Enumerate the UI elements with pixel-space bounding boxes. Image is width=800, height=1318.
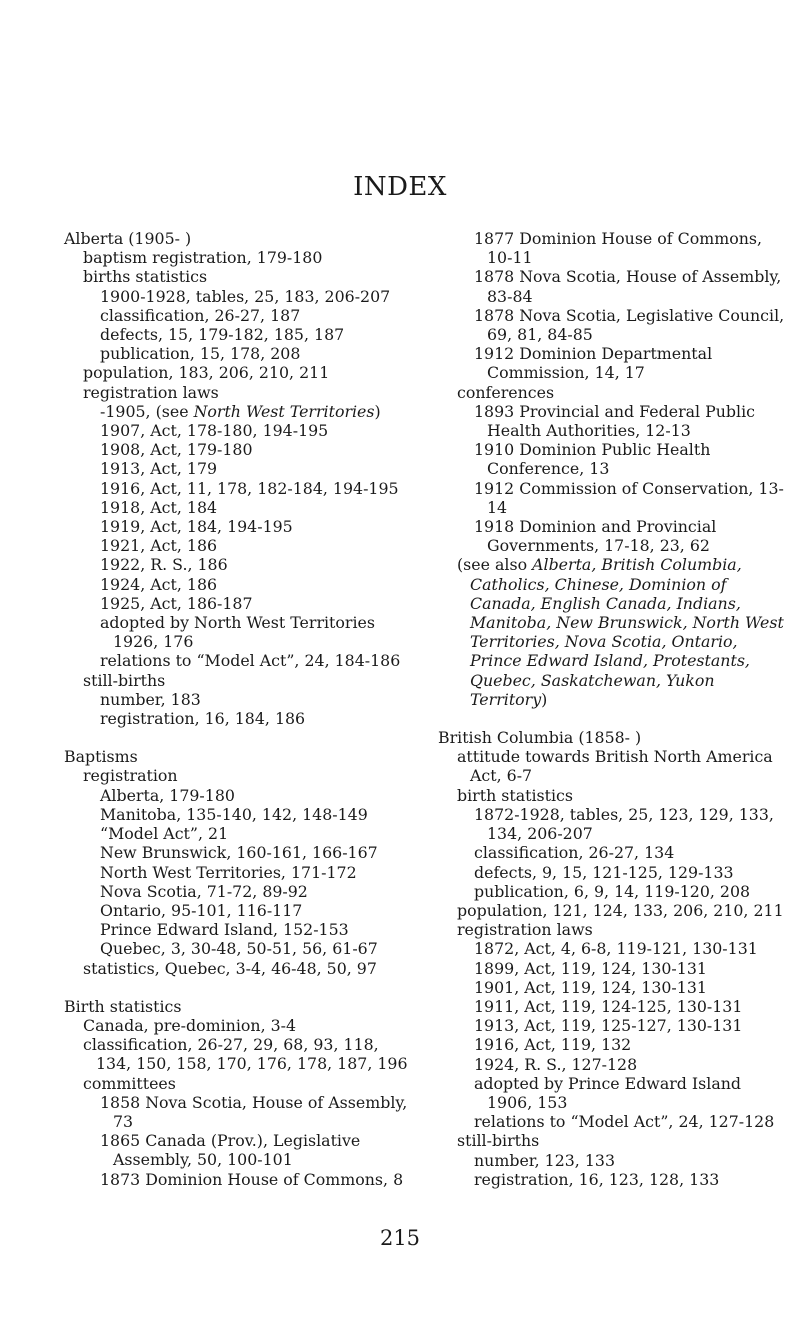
index-entry-suffix: ): [541, 689, 548, 709]
index-entry: [64, 287, 414, 306]
index-entry: [64, 843, 414, 862]
index-entry: [64, 1035, 414, 1073]
index-entry-text: number, 183: [100, 689, 201, 709]
index-entry-text: publication, 6, 9, 14, 119-120, 208: [474, 881, 751, 901]
index-entry-text: still-births: [457, 1131, 540, 1151]
index-entry: [438, 1112, 790, 1131]
index-entry-text: 1872-1928, tables, 25, 123, 129, 133, 134, 206-207: [474, 804, 774, 844]
index-entry: [64, 1016, 414, 1035]
index-entry: [438, 1170, 790, 1189]
index-entry-text: registration: [83, 766, 178, 786]
index-entry-text: 1908, Act, 179-180: [100, 440, 253, 460]
index-entry-text: committees: [83, 1073, 176, 1093]
index-entry: [64, 1093, 414, 1131]
index-entry-text: Baptisms: [64, 747, 138, 767]
index-entry-text: 1878 Nova Scotia, Legislative Council, 69, 81, 84-85: [474, 305, 785, 345]
index-cross-reference: North West Territories: [193, 401, 375, 421]
index-entry-text: 1912 Dominion Departmental Commission, 14, 17: [474, 344, 713, 383]
index-column-left: [64, 229, 414, 1189]
index-entry: [64, 939, 414, 958]
index-entry-text: 1877 Dominion House of Commons, 10-11: [474, 229, 763, 268]
index-entry: [64, 1131, 414, 1169]
index-entry: [438, 747, 790, 785]
index-entry-text: population, 121, 124, 133, 206, 210, 211: [457, 900, 784, 920]
index-entry: [438, 939, 790, 958]
index-entry-text: 1916, Act, 119, 132: [474, 1035, 632, 1055]
index-entry-text: 1865 Canada (Prov.), Legislative Assembly, 50, 100-101: [100, 1131, 361, 1170]
index-entry: [64, 709, 414, 728]
index-entry: [64, 402, 414, 421]
index-entry: [64, 651, 414, 670]
index-entry-text: 1924, R. S., 127-128: [474, 1054, 638, 1074]
index-entry: [64, 306, 414, 325]
index-entry-text: Canada, pre-dominion, 3-4: [83, 1015, 297, 1035]
index-entry: [64, 325, 414, 344]
index-entry-text: 1872, Act, 4, 6-8, 119-121, 130-131: [474, 939, 758, 959]
index-entry-text: Manitoba, 135-140, 142, 148-149: [100, 804, 368, 824]
index-entry-text: 1918 Dominion and Provincial Governments, 17-18, 23, 62: [474, 517, 717, 556]
index-entry-text: 1873 Dominion House of Commons, 8: [100, 1169, 404, 1189]
index-entry-text: classification, 26-27, 187: [100, 305, 301, 325]
index-entry-text: attitude towards British North America Act, 6-7: [457, 747, 773, 786]
index-entry: [64, 920, 414, 939]
index-entry: [64, 344, 414, 363]
index-entry: [64, 421, 414, 440]
index-entry-text: 1913, Act, 119, 125-127, 130-131: [474, 1016, 743, 1036]
index-entry-suffix: ): [374, 401, 381, 421]
index-entry-text: -1905, (see: [100, 401, 194, 421]
index-entry-text: classification, 26-27, 134: [474, 843, 675, 863]
index-entry-text: adopted by North West Territories 1926, 176: [100, 613, 375, 652]
index-entry-text: baptism registration, 179-180: [83, 248, 323, 268]
index-entry-text: 1916, Act, 11, 178, 182-184, 194-195: [100, 478, 399, 498]
index-entry: [64, 824, 414, 843]
index-entry: [438, 805, 790, 843]
index-entry-text: defects, 15, 179-182, 185, 187: [100, 325, 345, 345]
index-entry: [438, 882, 790, 901]
index-entry: [64, 575, 414, 594]
index-entry: [438, 267, 790, 305]
index-entry: [64, 766, 414, 785]
index-entry-text: 1925, Act, 186-187: [100, 593, 253, 613]
index-entry: [64, 248, 414, 267]
index-entry-text: 1910 Dominion Public Health Conference, 13: [474, 440, 711, 479]
index-entry: [64, 786, 414, 805]
index-entry: [438, 517, 790, 555]
index-entry-text: 1924, Act, 186: [100, 574, 218, 594]
index-entry: [64, 440, 414, 459]
index-entry: [438, 1016, 790, 1035]
index-entry: [438, 306, 790, 344]
index-entry-text: 1878 Nova Scotia, House of Assembly, 83-84: [474, 267, 782, 306]
index-entry: [64, 229, 414, 248]
index-entry: [438, 1074, 790, 1112]
index-entry: [438, 1035, 790, 1054]
index-entry-text: North West Territories, 171-172: [100, 862, 357, 882]
index-entry-text: relations to “Model Act”, 24, 127-128: [474, 1112, 775, 1132]
index-entry-text: New Brunswick, 160-161, 166-167: [100, 843, 378, 863]
index-cross-reference: Alberta, British Columbia, Catholics, Chinese, Dominion of Canada, English Canada, Indians, Manitoba, New Brunswick, North West Territories, Nova Scotia, Ontario, Prince Edward Island, Protestants, Quebec, Saskatchewan, Yukon Territory: [470, 555, 784, 709]
index-entry-text: population, 183, 206, 210, 211: [83, 363, 330, 383]
index-entry: [438, 479, 790, 517]
index-entry: [64, 997, 414, 1016]
index-entry-text: Alberta, 179-180: [100, 785, 235, 805]
index-entry: [64, 901, 414, 920]
index-entry-text: 1858 Nova Scotia, House of Assembly, 73: [100, 1092, 408, 1131]
index-entry: [438, 440, 790, 478]
index-entry-text: 1900-1928, tables, 25, 183, 206-207: [100, 286, 391, 306]
index-entry: [438, 344, 790, 382]
index-entry: [64, 690, 414, 709]
index-entry: [438, 1131, 790, 1150]
index-entry-text: relations to “Model Act”, 24, 184-186: [100, 651, 401, 671]
index-entry: [438, 786, 790, 805]
index-entry-text: 1913, Act, 179: [100, 459, 218, 479]
index-entry: [438, 978, 790, 997]
index-entry-text: 1893 Provincial and Federal Public Health Authorities, 12-13: [474, 401, 755, 441]
index-entry-text: 1922, R. S., 186: [100, 555, 228, 575]
index-entry: [64, 383, 414, 402]
index-entry-text: conferences: [457, 382, 555, 402]
index-entry: [438, 229, 790, 267]
index-entry: [64, 555, 414, 574]
index-entry-text: registration, 16, 184, 186: [100, 709, 306, 729]
index-entry-text: 1907, Act, 178-180, 194-195: [100, 421, 329, 441]
index-entry-text: classification, 26-27, 29, 68, 93, 118, 134, 150, 158, 170, 176, 178, 187, 196: [83, 1035, 408, 1074]
index-entry-text: number, 123, 133: [474, 1150, 615, 1170]
index-entry-text: Alberta (1905- ): [64, 229, 192, 248]
index-entry: [64, 363, 414, 382]
index-entry-text: 1921, Act, 186: [100, 536, 218, 556]
index-entry-text: Nova Scotia, 71-72, 89-92: [100, 881, 308, 901]
index-entry: [438, 997, 790, 1016]
index-entry: [64, 671, 414, 690]
index-entry-text: statistics, Quebec, 3-4, 46-48, 50, 97: [83, 958, 377, 978]
index-entry: [64, 498, 414, 517]
index-entry-text: Birth statistics: [64, 996, 182, 1016]
index-entry-text: Ontario, 95-101, 116-117: [100, 900, 303, 920]
index-entry-text: 1911, Act, 119, 124-125, 130-131: [474, 996, 743, 1016]
index-entry: [438, 1055, 790, 1074]
index-entry-text: still-births: [83, 670, 166, 690]
index-entry-text: publication, 15, 178, 208: [100, 344, 301, 364]
index-entry-text: (see also: [457, 555, 533, 575]
index-entry-text: “Model Act”, 21: [100, 824, 229, 844]
index-entry: [438, 728, 790, 747]
index-entry: [64, 1074, 414, 1093]
index-entry-text: 1918, Act, 184: [100, 497, 218, 517]
index-entry-text: 1901, Act, 119, 124, 130-131: [474, 977, 707, 997]
index-entry-text: Prince Edward Island, 152-153: [100, 920, 349, 940]
index-entry: [64, 882, 414, 901]
index-entry: [438, 1151, 790, 1170]
index-entry-text: Quebec, 3, 30-48, 50-51, 56, 61-67: [100, 939, 378, 959]
index-entry: [438, 383, 790, 402]
index-entry: [64, 1170, 414, 1189]
index-entry: [64, 613, 414, 651]
index-entry: [64, 517, 414, 536]
page-number: 215: [379, 1226, 421, 1250]
index-entry: [438, 901, 790, 920]
index-entry: [64, 267, 414, 286]
index-entry-text: registration laws: [83, 382, 219, 402]
index-entry: [438, 920, 790, 939]
index-entry: [64, 959, 414, 978]
page-title: INDEX: [353, 172, 447, 202]
index-entry: [64, 479, 414, 498]
index-entry: [438, 863, 790, 882]
index-entry: [438, 555, 790, 709]
index-column-right: [438, 229, 790, 1189]
index-entry-text: 1919, Act, 184, 194-195: [100, 517, 293, 537]
index-entry: [438, 402, 790, 440]
index-entry-text: 1912 Commission of Conservation, 13-14: [474, 478, 784, 517]
index-entry-text: birth statistics: [457, 785, 573, 805]
index-entry: [64, 863, 414, 882]
index-entry: [64, 805, 414, 824]
index-entry-text: defects, 9, 15, 121-125, 129-133: [474, 862, 734, 882]
index-entry: [438, 843, 790, 862]
index-entry-text: registration laws: [457, 920, 593, 940]
index-entry-text: births statistics: [83, 267, 208, 287]
index-entry-text: adopted by Prince Edward Island 1906, 153: [474, 1073, 742, 1112]
index-entry: [64, 747, 414, 766]
index-entry-text: British Columbia (1858- ): [438, 728, 642, 748]
index-entry: [64, 459, 414, 478]
index-entry-text: registration, 16, 123, 128, 133: [474, 1169, 720, 1189]
index-entry-text: 1899, Act, 119, 124, 130-131: [474, 958, 707, 978]
index-entry: [438, 959, 790, 978]
index-entry: [64, 536, 414, 555]
index-entry: [64, 594, 414, 613]
